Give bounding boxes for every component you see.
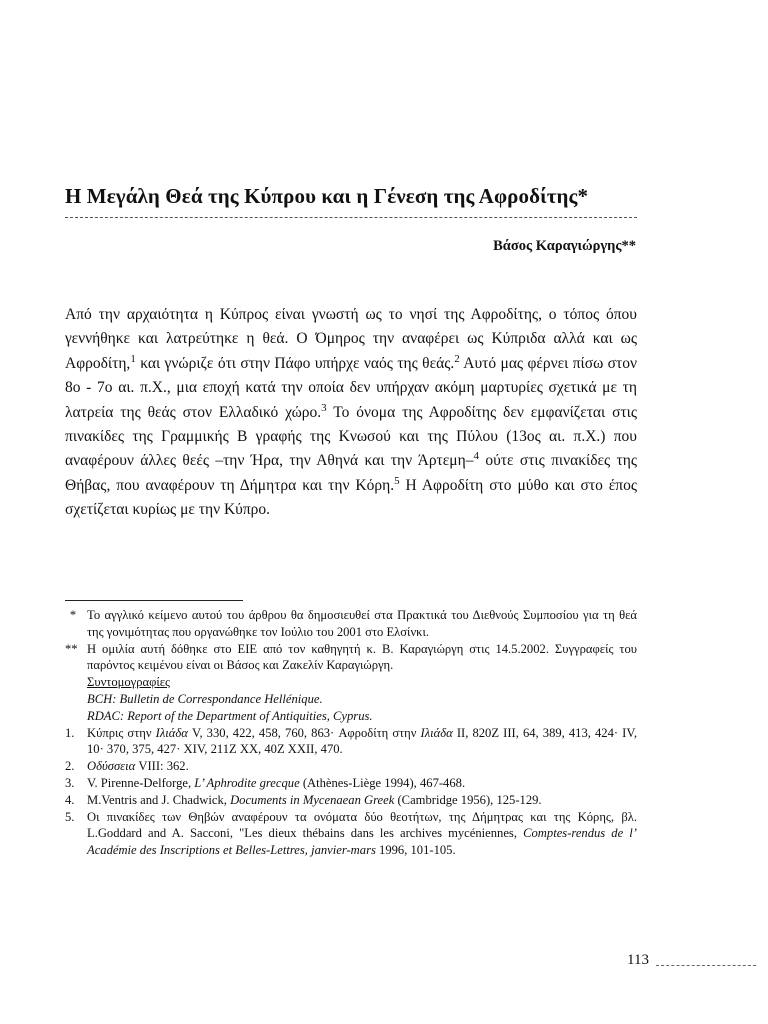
- work-title: Comptes-rendus de l’ Académie des Inscriptions et Belles-Lettres, janvier-mars: [87, 826, 638, 858]
- footnote-text: Η ομιλία αυτή δόθηκε στο ΕΙΕ από τον καθηγητή κ. Β. Καραγιώργη στις 14.5.2002. Συγγραφείς του παρόντος κειμένου είναι οι Βάσος και Ζακελίν Καραγιώργη.: [87, 641, 637, 673]
- body-sentence: Το όνομα της Αφροδίτης δεν εμφανίζεται στις πινακίδες της Γραμμικής Β γραφής της Κνωσού και της Πύλου (13ος αι. π.Χ.) που αναφέρουν άλλες θεές –την Ήρα, την Αθηνά και την Άρτεμη–: [65, 403, 637, 470]
- footnote-2: [65, 758, 637, 775]
- footnote-ref[interactable]: 2: [454, 352, 460, 365]
- body-sentence: Αυτό μας φέρνει πίσω στον 8ο - 7ο αι. π.Χ., μια εποχή κατά την οποία δεν υπήρχαν ακόμη μαρτυρίες σχετικά με τη λατρεία της θεάς στον Ελλαδικό χώρο.: [65, 354, 637, 421]
- footnote-number: 3.: [65, 775, 75, 790]
- article-author: Βάσος Καραγιώργης**: [493, 238, 636, 254]
- title-divider: [65, 217, 637, 218]
- footnotes: [65, 607, 637, 859]
- body-sentence: Η Αφροδίτη στο μύθο και στο έπος σχετίζεται κυρίως με την Κύπρο.: [65, 476, 637, 519]
- footnote-text: 1996, 101-105.: [375, 843, 456, 858]
- footnote-text: (Cambridge 1956), 125-129.: [394, 792, 542, 807]
- body-sentence: ούτε στις πινακίδες της Θήβας, που αναφέρουν τη Δήμητρα και την Κόρη.: [65, 452, 637, 494]
- footnote-1: [65, 725, 637, 759]
- footnote-text: V, 330, 422, 458, 760, 863· Αφροδίτη στην: [187, 725, 421, 740]
- body-sentence: Από την αρχαιότητα η Κύπρος είναι γνωστή ως το νησί της Αφροδίτης, ο τόπος όπου γεννήθηκε και λατρεύτηκε η θεά. Ο Όμηρος την αναφέρει ως Κύπριδα αλλά και ως Αφροδίτη,: [65, 306, 637, 372]
- work-title: Ιλιάδα: [420, 725, 453, 740]
- footnote-number: 1.: [65, 725, 75, 740]
- footnote-text: M.Ventris and J. Chadwick,: [87, 792, 231, 807]
- footnote-text: Οι πινακίδες των Θηβών αναφέρουν τα ονόματα δύο θεοτήτων, της Δήμητρας και της Κόρης, βλ. L.Goddard and A. Sacconi, "Les dieux thébains dans les archives mycéniennes,: [87, 809, 637, 841]
- footnote-4: [65, 792, 637, 809]
- body-paragraph: [65, 303, 637, 523]
- footnote-text: ΙΙ, 820Z ΙΙΙ, 64, 389, 413, 424· IV, 10· 370, 375, 427· XIV, 211Z XX, 40Z XXII, 470.: [87, 725, 637, 757]
- footnote-text: VIII: 362.: [135, 759, 189, 774]
- footnote-mark: *: [69, 608, 77, 622]
- body-text: [65, 303, 637, 523]
- footnote-number: 2.: [65, 759, 75, 774]
- footnote-ref[interactable]: 3: [321, 401, 327, 414]
- footnote-number: 4.: [65, 792, 75, 807]
- page-number: 113: [627, 952, 649, 968]
- footnote-star: [65, 607, 637, 641]
- footnote-text: V. Pirenne-Delforge,: [87, 775, 195, 790]
- work-title: Ιλιάδα: [155, 725, 188, 740]
- footnote-5: [65, 809, 637, 859]
- abbreviation-rdac: RDAC: Report of the Department of Antiquities, Cyprus.: [87, 708, 373, 723]
- footnote-double-star: [65, 641, 637, 675]
- footnote-ref[interactable]: 5: [394, 474, 400, 487]
- article-title: Η Μεγάλη Θεά της Κύπρου και η Γένεση της Αφροδίτης*: [65, 184, 589, 208]
- footnote-mark: **: [65, 641, 78, 656]
- work-title: L’ Aphrodite grecque: [194, 775, 300, 790]
- work-title: Documents in Mycenaean Greek: [230, 792, 395, 807]
- work-title: Οδύσσεια: [87, 759, 136, 774]
- footnote-separator: [65, 600, 243, 601]
- abbreviation-bch: BCH: Bulletin de Correspondance Hellénique.: [87, 691, 323, 706]
- footnote-text: (Athènes-Liège 1994), 467-468.: [299, 775, 466, 790]
- body-sentence: και γνώριζε ότι στην Πάφο υπήρχε ναός της θεάς.: [135, 354, 455, 372]
- footnote-text: Κύπρις στην: [87, 725, 156, 740]
- footnote-3: [65, 775, 637, 792]
- footnote-number: 5.: [65, 809, 75, 824]
- abbreviations-heading: Συντομογραφίες: [87, 675, 171, 690]
- footnote-ref[interactable]: 1: [130, 352, 136, 365]
- footnote-ref[interactable]: 4: [473, 450, 479, 463]
- page-number-rule: [656, 965, 756, 966]
- footnote-text: Το αγγλικό κείμενο αυτού του άρθρου θα δημοσιευθεί στα Πρακτικά του Διεθνούς Συμποσίου για τη θεά της γονιμότητας που οργανώθηκε τον Ιούλιο του 2001 στο Ελσίνκι.: [87, 608, 637, 639]
